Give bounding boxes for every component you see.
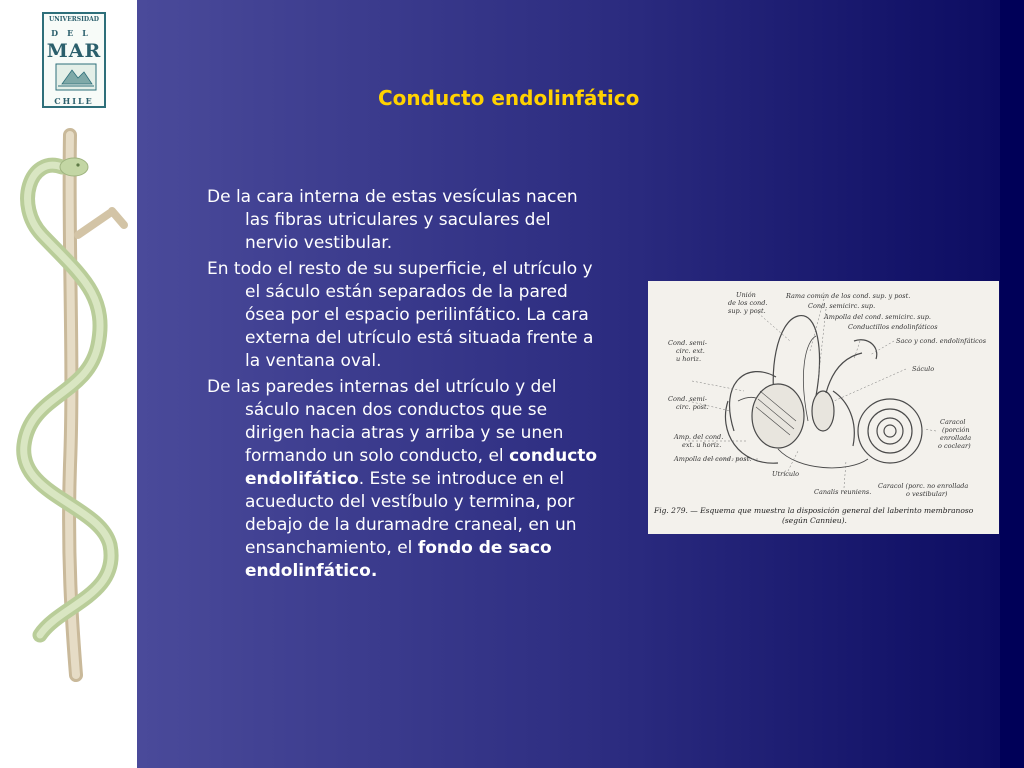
- label-ampolla-sup: Ampolla del cond. semicirc. sup.: [824, 313, 931, 321]
- paragraph-3-text-c: . Este se introduce en el acueducto del vestíbulo y termina, por debajo de la duramadre craneal, en un ensanchamiento, el: [245, 469, 577, 558]
- label-canalis: Canalis reuniens.: [814, 488, 872, 496]
- label-saculo: Sáculo: [912, 365, 935, 373]
- label-saco: Saco y cond. endolinfáticos: [896, 337, 987, 345]
- label-post-2: circ. post.: [676, 403, 709, 411]
- label-caracol-3: enrollada: [940, 434, 972, 442]
- figure-caption-line-2: (según Cannieu).: [782, 516, 847, 525]
- label-caracol-vestibular-1: Caracol (porc. no enrollada: [878, 482, 969, 490]
- label-union-1: Unión: [736, 291, 756, 299]
- slide-edge: [1000, 0, 1024, 768]
- staff-of-asclepius-icon: [0, 125, 137, 685]
- logo-line-4: CHILE: [54, 96, 94, 106]
- labyrinth-diagram: [648, 281, 999, 506]
- page-title: Conducto endolinfático: [378, 86, 640, 110]
- label-rama-comun: Rama común de los cond. sup. y post.: [786, 292, 911, 300]
- label-horiz-3: u horiz.: [676, 355, 702, 363]
- university-logo: [42, 12, 106, 108]
- paragraph-3-text-a: De las paredes internas del utrículo y del sáculo nacen dos conductos que se dirigen hacia atras y arriba y se unen formando un solo conducto, el: [207, 377, 564, 466]
- label-caracol-4: o coclear): [938, 442, 971, 450]
- paragraph-2: En todo el resto de su superficie, el utrículo y el sáculo están separados de la pared ósea por el espacio perilinfático. La cara externa del utrículo está situada frente a la ventana oval.: [207, 259, 594, 371]
- label-utriculo: Utrículo: [772, 470, 800, 478]
- labyrinth-figure: [648, 281, 999, 534]
- label-horiz-2: circ. ext.: [676, 347, 705, 355]
- figure-caption-line-1: Fig. 279. — Esquema que muestra la disposición general del laberinto membranoso: [654, 506, 974, 515]
- figure-caption: [654, 506, 994, 526]
- body-text: [207, 186, 607, 586]
- logo-emblem-icon: [54, 62, 98, 92]
- label-post-1: Cond. semi-: [668, 395, 707, 403]
- label-conductillos: Conductillos endolinfáticos: [848, 323, 938, 331]
- label-cond-sup: Cond. semicirc. sup.: [808, 302, 876, 310]
- left-sidebar: [0, 0, 137, 768]
- term-fondo-de-saco: fondo de saco endolinfático.: [245, 538, 552, 581]
- label-union-2: de los cond.: [728, 299, 768, 307]
- paragraph-1: De la cara interna de estas vesículas nacen las fibras utriculares y saculares del nervio vestibular.: [207, 187, 578, 253]
- label-amp-ext-1: Amp. del cond.: [674, 433, 724, 441]
- saccule-shape: [812, 391, 834, 431]
- label-union-3: sup. y post.: [728, 307, 766, 315]
- label-horiz-1: Cond. semi-: [668, 339, 707, 347]
- label-caracol-2: (porción: [942, 426, 970, 434]
- logo-line-2: DEL: [51, 28, 97, 38]
- label-amp-ext-2: ext. u horiz.: [682, 441, 722, 449]
- logo-line-1: UNIVERSIDAD: [49, 16, 99, 23]
- paragraph-3: [207, 376, 607, 583]
- term-conducto-endolifatico: conducto endolifático: [245, 446, 598, 489]
- label-caracol-1: Caracol: [940, 418, 966, 426]
- label-caracol-vestibular-2: o vestibular): [906, 490, 948, 498]
- label-amp-post: Ampolla del cond. post.: [674, 455, 752, 463]
- logo-line-3: MAR: [46, 40, 102, 62]
